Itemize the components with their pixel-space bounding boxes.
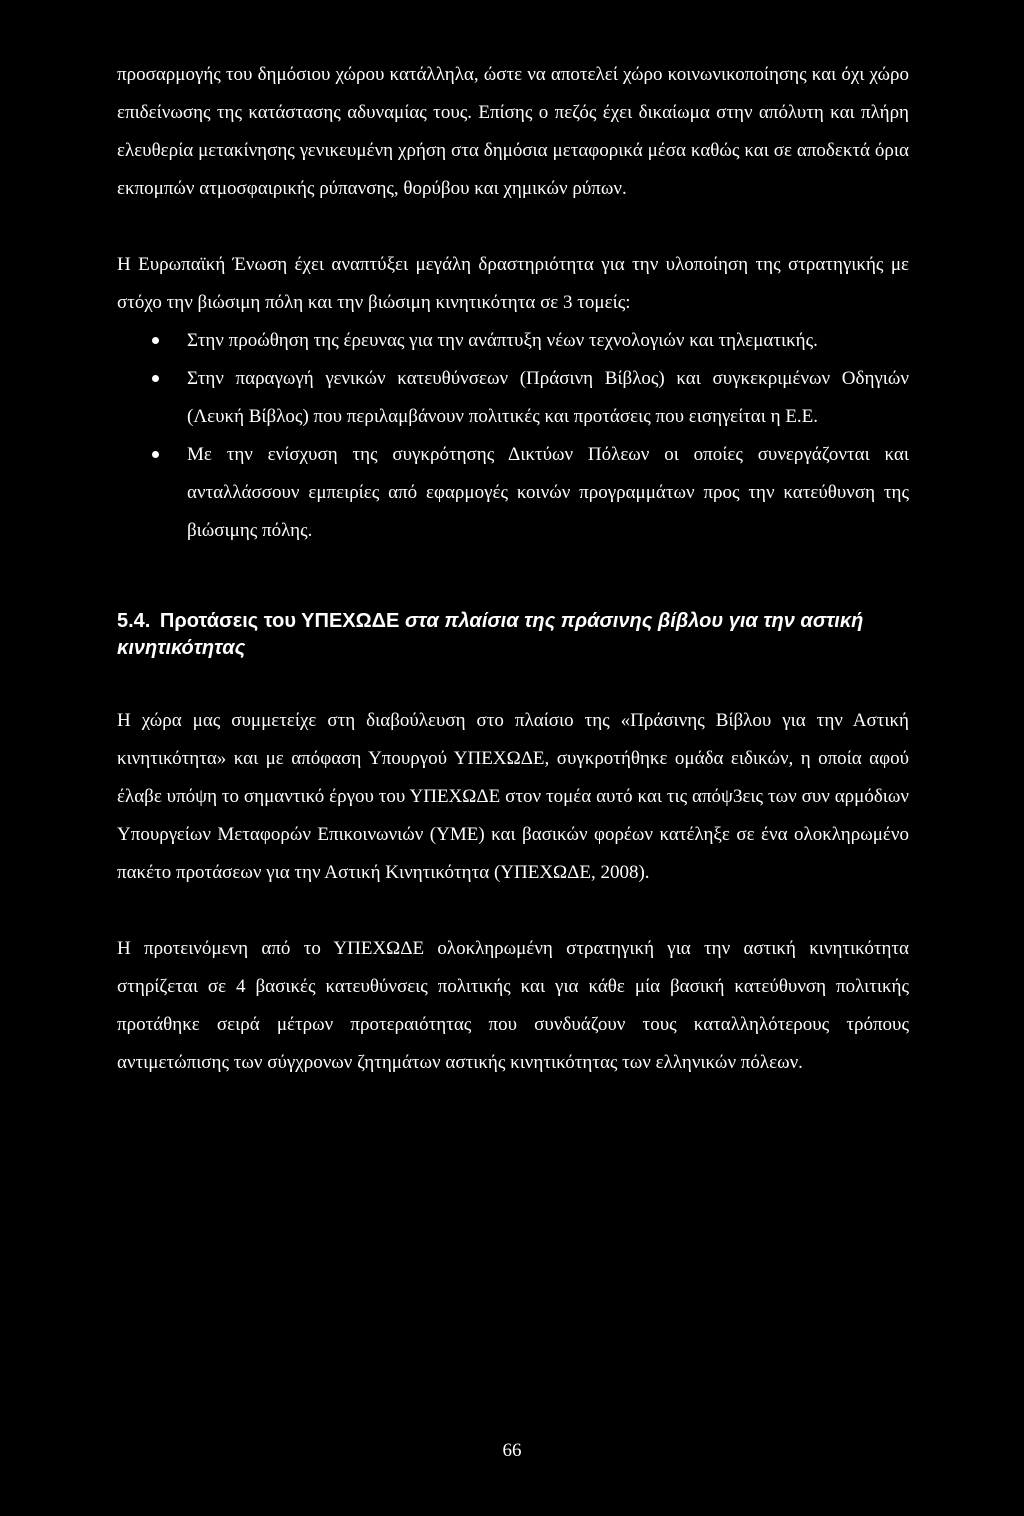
list-item-text: Στην παραγωγή γενικών κατευθύνσεων (Πράσινη Βίβλος) και συγκεκριμένων Οδηγιών (Λευκή Βίβλος) που περιλαμβάνουν πολιτικές και προτάσεις που εισηγείται η Ε.Ε. [187,368,909,427]
paragraph-strategy: Η προτεινόμενη από το ΥΠΕΧΩΔΕ ολοκληρωμένη στρατηγική για την αστική κινητικότητα στηρίζεται σε 4 βασικές κατευθύνσεις πολιτικής και για κάθε μία βασική κατεύθυνση πολιτικής προτάθηκε σειρά μέτρων προτεραιότητας που συνδυάζουν τους καταλληλότερους τρόπους αντιμετώπισης των σύγχρονων ζητημάτων αστικής κινητικότητας των ελληνικών πόλεων. [117,938,909,1073]
section-title-italic: στα πλαίσια της πράσινης βίβλου για την αστική κινητικότητας [117,610,864,659]
paragraph-eu-strategy: Η Ευρωπαϊκή Ένωση έχει αναπτύξει μεγάλη δραστηριότητα για την υλοποίηση της στρατηγικής με στόχο την βιώσιμη πόλη και την βιώσιμη κινητικότητα σε 3 τομείς: [117,254,909,313]
list-item [117,436,909,550]
section-heading [117,608,909,662]
section-number: 5.4. [117,610,151,632]
list-item-text: Με την ενίσχυση της συγκρότησης Δικτύων Πόλεων οι οποίες συνεργάζονται και ανταλλάσσουν εμπειρίες από εφαρμογές κοινών προγραμμάτων προς την κατεύθυνση της βιώσιμης πόλης. [187,444,909,541]
document-page [117,56,909,1082]
paragraph-pedestrian-rights: προσαρμογής του δημόσιου χώρου κατάλληλα, ώστε να αποτελεί χώρο κοινωνικοποίησης και όχι χώρο επιδείνωσης της κατάστασης αδυναμίας τους. Επίσης ο πεζός έχει δικαίωμα στην απόλυτη και πλήρη ελευθερία μετακίνησης γενικευμένη χρήση στα δημόσια μεταφορικά μέσα καθώς και σε αποδεκτά όρια εκπομπών ατμοσφαιρικής ρύπανσης, θορύβου και χημικών ρύπων. [117,64,909,199]
page-number: 66 [502,1440,522,1461]
list-item [117,322,909,360]
eu-sectors-list [117,322,909,550]
paragraph-green-paper: Η χώρα μας συμμετείχε στη διαβούλευση στο πλαίσιο της «Πράσινης Βίβλου για την Αστική κινητικότητα» και με απόφαση Υπουργού ΥΠΕΧΩΔΕ, συγκροτήθηκε ομάδα ειδικών, η οποία αφού έλαβε υπόψη το σημαντικό έργου του ΥΠΕΧΩΔΕ στον τομέα αυτό και τις απόψ3εις των συν αρμόδιων Υπουργείων Μεταφορών Επικοινωνιών (ΥΜΕ) και βασικών φορέων κατέληξε σε ένα ολοκληρωμένο πακέτο προτάσεων για την Αστική Κινητικότητα (ΥΠΕΧΩΔΕ, 2008). [117,710,909,883]
list-item-text: Στην προώθηση της έρευνας για την ανάπτυξη νέων τεχνολογιών και τηλεματικής. [187,330,818,351]
section-title-prefix: Προτάσεις του ΥΠΕΧΩΔΕ [159,610,405,632]
bullet-icon [152,375,159,382]
bullet-icon [152,451,159,458]
bullet-icon [152,337,159,344]
list-item [117,360,909,436]
